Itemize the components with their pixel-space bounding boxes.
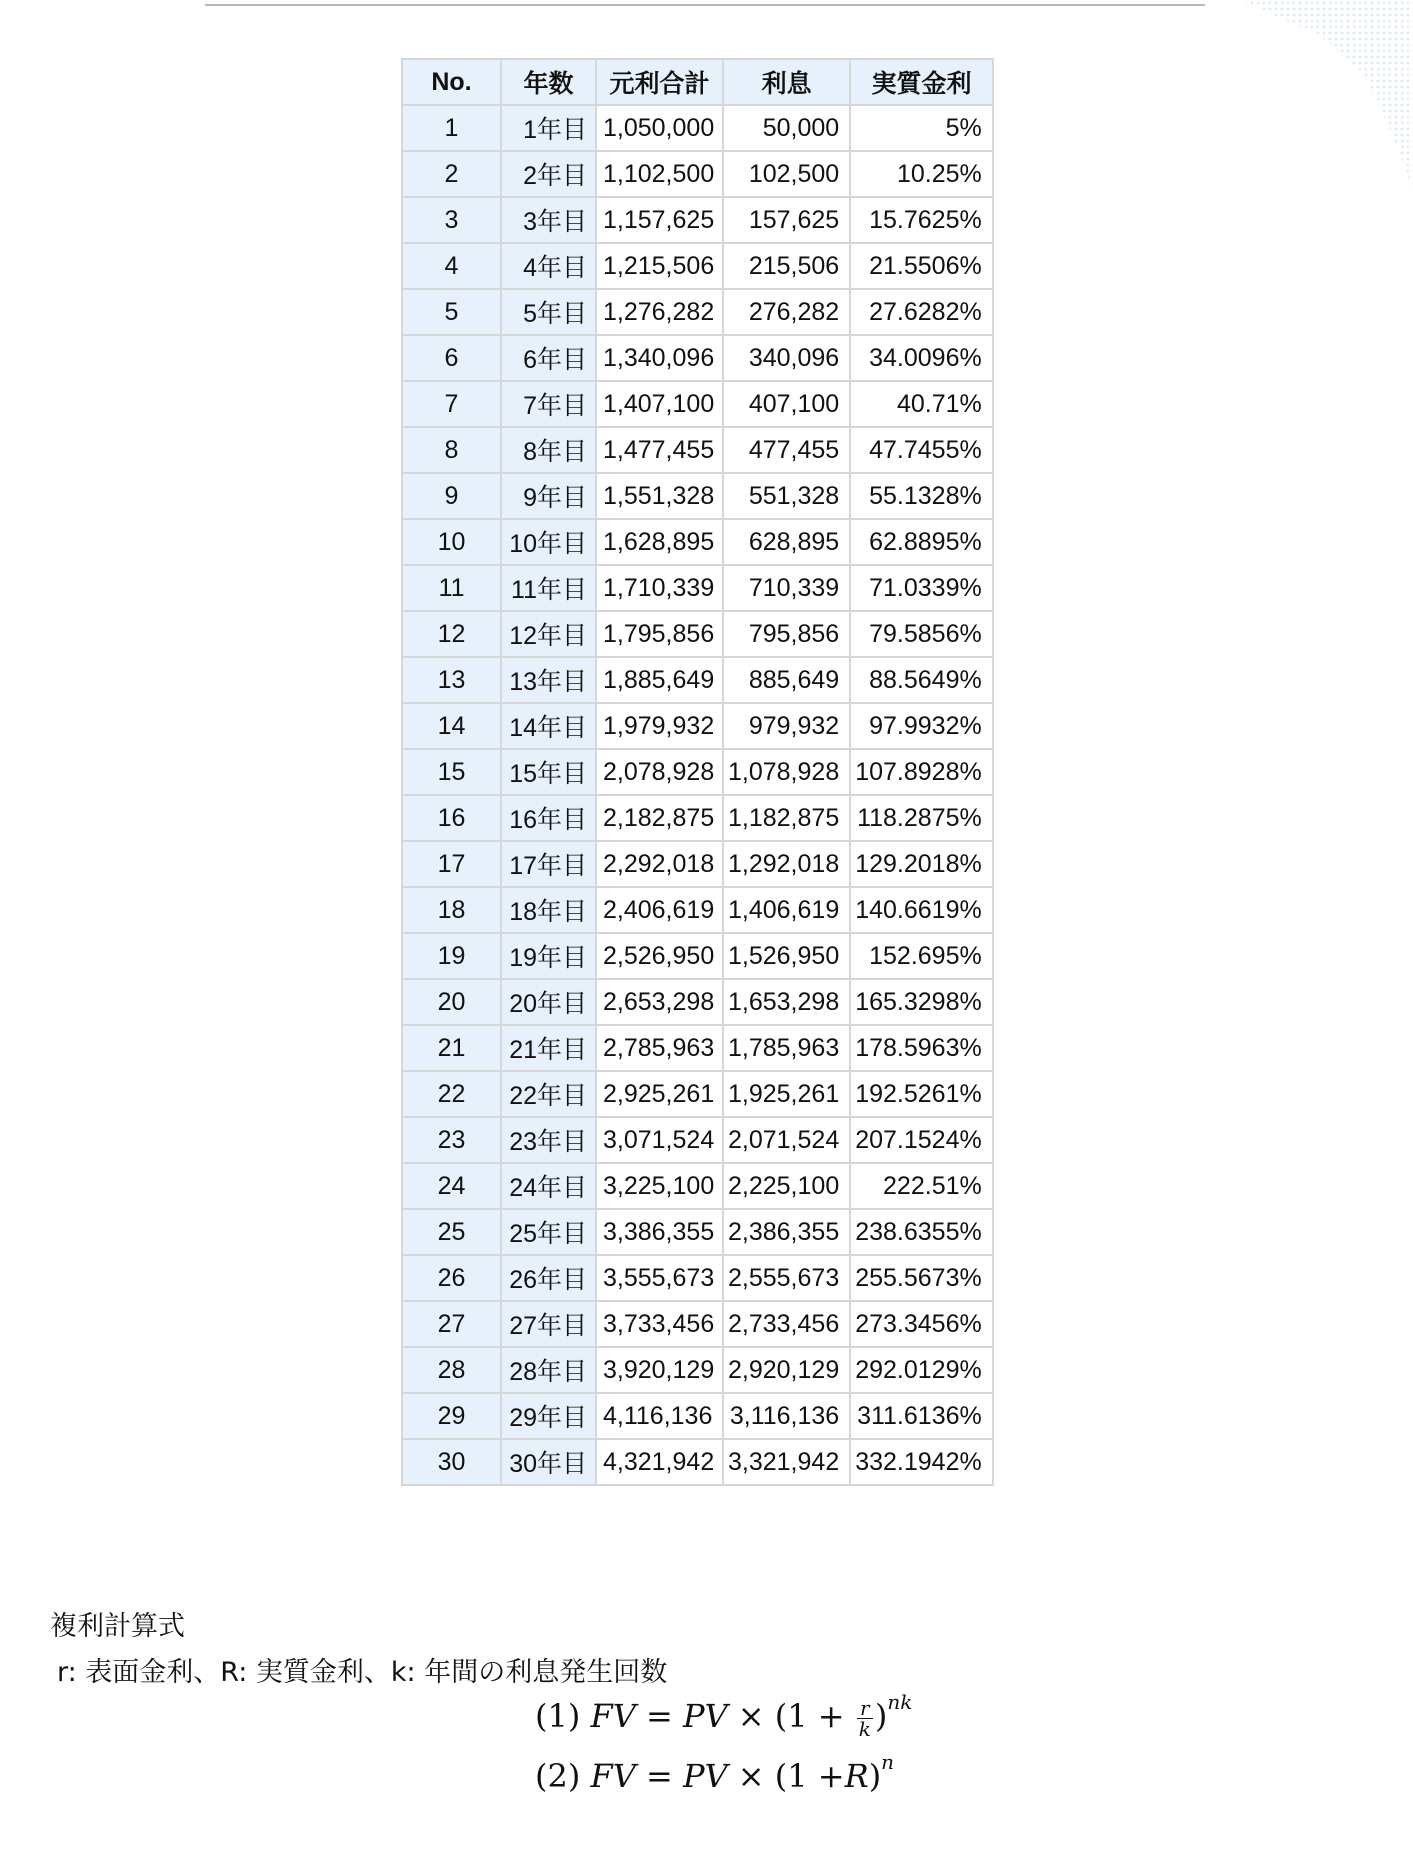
cell-no: 2 xyxy=(402,151,501,197)
cell-interest: 50,000 xyxy=(723,105,850,151)
table-row xyxy=(402,703,993,749)
cell-interest: 2,386,355 xyxy=(723,1209,850,1255)
cell-years: 1年目 xyxy=(501,105,596,151)
cell-interest: 979,932 xyxy=(723,703,850,749)
cell-no: 1 xyxy=(402,105,501,151)
cell-total: 3,733,456 xyxy=(596,1301,723,1347)
cell-interest: 795,856 xyxy=(723,611,850,657)
formula-1 xyxy=(535,1690,912,1739)
formula-2-times: × xyxy=(737,1757,765,1795)
formula-1-equals: = xyxy=(645,1697,673,1735)
cell-no: 3 xyxy=(402,197,501,243)
cell-years: 15年目 xyxy=(501,749,596,795)
header-effective-rate: 実質金利 xyxy=(850,59,993,105)
cell-total: 2,526,950 xyxy=(596,933,723,979)
cell-no: 24 xyxy=(402,1163,501,1209)
table-row xyxy=(402,289,993,335)
formula-1-fraction xyxy=(857,1698,873,1739)
cell-no: 26 xyxy=(402,1255,501,1301)
cell-no: 23 xyxy=(402,1117,501,1163)
cell-no: 22 xyxy=(402,1071,501,1117)
cell-no: 20 xyxy=(402,979,501,1025)
cell-total: 1,407,100 xyxy=(596,381,723,427)
cell-no: 27 xyxy=(402,1301,501,1347)
formula-1-label: (1) xyxy=(535,1697,581,1735)
cell-effective-rate: 97.9932% xyxy=(850,703,993,749)
cell-total: 2,653,298 xyxy=(596,979,723,1025)
formula-1-pv: PV xyxy=(682,1697,728,1735)
formula-legend: r: 表面金利、R: 実質金利、k: 年間の利息発生回数 xyxy=(57,1657,668,1688)
table-row xyxy=(402,841,993,887)
cell-total: 1,710,339 xyxy=(596,565,723,611)
cell-years: 30年目 xyxy=(501,1439,596,1485)
cell-interest: 3,116,136 xyxy=(723,1393,850,1439)
cell-no: 12 xyxy=(402,611,501,657)
cell-years: 29年目 xyxy=(501,1393,596,1439)
cell-effective-rate: 27.6282% xyxy=(850,289,993,335)
cell-effective-rate: 129.2018% xyxy=(850,841,993,887)
table-row xyxy=(402,979,993,1025)
top-divider xyxy=(205,4,1205,6)
cell-total: 2,406,619 xyxy=(596,887,723,933)
cell-no: 10 xyxy=(402,519,501,565)
cell-years: 8年目 xyxy=(501,427,596,473)
cell-interest: 2,920,129 xyxy=(723,1347,850,1393)
cell-total: 3,071,524 xyxy=(596,1117,723,1163)
table-row xyxy=(402,381,993,427)
decorative-dot-pattern xyxy=(1183,0,1413,200)
cell-total: 1,885,649 xyxy=(596,657,723,703)
cell-effective-rate: 140.6619% xyxy=(850,887,993,933)
header-years: 年数 xyxy=(501,59,596,105)
compound-interest-table xyxy=(401,58,994,1486)
cell-no: 30 xyxy=(402,1439,501,1485)
cell-effective-rate: 47.7455% xyxy=(850,427,993,473)
cell-effective-rate: 207.1524% xyxy=(850,1117,993,1163)
table-row xyxy=(402,611,993,657)
table-row xyxy=(402,565,993,611)
cell-no: 6 xyxy=(402,335,501,381)
cell-interest: 477,455 xyxy=(723,427,850,473)
cell-effective-rate: 222.51% xyxy=(850,1163,993,1209)
header-interest: 利息 xyxy=(723,59,850,105)
formula-1-times: × xyxy=(737,1697,765,1735)
formula-2-exponent: n xyxy=(881,1750,895,1774)
cell-years: 3年目 xyxy=(501,197,596,243)
formula-2-pv: PV xyxy=(682,1757,728,1795)
cell-interest: 885,649 xyxy=(723,657,850,703)
cell-years: 2年目 xyxy=(501,151,596,197)
table-row xyxy=(402,1301,993,1347)
table-row xyxy=(402,1439,993,1485)
cell-years: 9年目 xyxy=(501,473,596,519)
cell-no: 21 xyxy=(402,1025,501,1071)
formula-2 xyxy=(535,1750,894,1795)
cell-no: 29 xyxy=(402,1393,501,1439)
cell-years: 21年目 xyxy=(501,1025,596,1071)
table-row xyxy=(402,197,993,243)
cell-years: 12年目 xyxy=(501,611,596,657)
cell-effective-rate: 238.6355% xyxy=(850,1209,993,1255)
cell-effective-rate: 79.5856% xyxy=(850,611,993,657)
compound-interest-table-container xyxy=(401,58,994,1486)
table-row xyxy=(402,1347,993,1393)
cell-interest: 2,225,100 xyxy=(723,1163,850,1209)
cell-interest: 2,071,524 xyxy=(723,1117,850,1163)
cell-interest: 3,321,942 xyxy=(723,1439,850,1485)
cell-total: 1,477,455 xyxy=(596,427,723,473)
cell-years: 11年目 xyxy=(501,565,596,611)
cell-effective-rate: 5% xyxy=(850,105,993,151)
cell-total: 1,276,282 xyxy=(596,289,723,335)
cell-effective-rate: 178.5963% xyxy=(850,1025,993,1071)
cell-years: 7年目 xyxy=(501,381,596,427)
cell-total: 3,225,100 xyxy=(596,1163,723,1209)
table-row xyxy=(402,1025,993,1071)
cell-interest: 1,078,928 xyxy=(723,749,850,795)
table-row xyxy=(402,887,993,933)
cell-interest: 276,282 xyxy=(723,289,850,335)
cell-effective-rate: 88.5649% xyxy=(850,657,993,703)
formula-2-equals: = xyxy=(645,1757,673,1795)
formula-1-fv: FV xyxy=(590,1697,636,1735)
cell-no: 9 xyxy=(402,473,501,519)
cell-effective-rate: 292.0129% xyxy=(850,1347,993,1393)
cell-no: 16 xyxy=(402,795,501,841)
cell-no: 7 xyxy=(402,381,501,427)
cell-effective-rate: 40.71% xyxy=(850,381,993,427)
cell-years: 6年目 xyxy=(501,335,596,381)
formula-2-rate: R xyxy=(844,1757,869,1795)
cell-years: 23年目 xyxy=(501,1117,596,1163)
cell-no: 28 xyxy=(402,1347,501,1393)
formula-title: 複利計算式 xyxy=(50,1611,185,1642)
cell-no: 14 xyxy=(402,703,501,749)
cell-interest: 407,100 xyxy=(723,381,850,427)
table-row xyxy=(402,335,993,381)
cell-total: 1,340,096 xyxy=(596,335,723,381)
cell-interest: 157,625 xyxy=(723,197,850,243)
formula-1-open: (1 + xyxy=(774,1697,845,1735)
cell-interest: 1,925,261 xyxy=(723,1071,850,1117)
cell-total: 4,321,942 xyxy=(596,1439,723,1485)
cell-interest: 1,406,619 xyxy=(723,887,850,933)
cell-effective-rate: 10.25% xyxy=(850,151,993,197)
cell-years: 16年目 xyxy=(501,795,596,841)
table-row xyxy=(402,427,993,473)
cell-effective-rate: 71.0339% xyxy=(850,565,993,611)
cell-years: 28年目 xyxy=(501,1347,596,1393)
formula-2-fv: FV xyxy=(590,1757,636,1795)
cell-total: 3,386,355 xyxy=(596,1209,723,1255)
cell-total: 1,979,932 xyxy=(596,703,723,749)
cell-total: 2,292,018 xyxy=(596,841,723,887)
cell-interest: 710,339 xyxy=(723,565,850,611)
cell-total: 2,925,261 xyxy=(596,1071,723,1117)
table-row xyxy=(402,519,993,565)
cell-years: 17年目 xyxy=(501,841,596,887)
cell-no: 19 xyxy=(402,933,501,979)
cell-years: 19年目 xyxy=(501,933,596,979)
cell-interest: 102,500 xyxy=(723,151,850,197)
cell-effective-rate: 192.5261% xyxy=(850,1071,993,1117)
cell-total: 3,920,129 xyxy=(596,1347,723,1393)
cell-interest: 340,096 xyxy=(723,335,850,381)
cell-no: 5 xyxy=(402,289,501,335)
cell-total: 1,050,000 xyxy=(596,105,723,151)
cell-years: 24年目 xyxy=(501,1163,596,1209)
cell-no: 13 xyxy=(402,657,501,703)
formula-1-close: ) xyxy=(874,1697,888,1735)
table-row xyxy=(402,1209,993,1255)
cell-interest: 1,292,018 xyxy=(723,841,850,887)
cell-interest: 551,328 xyxy=(723,473,850,519)
cell-interest: 628,895 xyxy=(723,519,850,565)
cell-years: 5年目 xyxy=(501,289,596,335)
cell-no: 17 xyxy=(402,841,501,887)
formula-2-close: ) xyxy=(868,1757,882,1795)
cell-years: 18年目 xyxy=(501,887,596,933)
table-body xyxy=(402,105,993,1485)
cell-effective-rate: 273.3456% xyxy=(850,1301,993,1347)
cell-effective-rate: 55.1328% xyxy=(850,473,993,519)
cell-no: 15 xyxy=(402,749,501,795)
cell-years: 10年目 xyxy=(501,519,596,565)
cell-years: 13年目 xyxy=(501,657,596,703)
cell-interest: 2,733,456 xyxy=(723,1301,850,1347)
cell-years: 27年目 xyxy=(501,1301,596,1347)
cell-effective-rate: 311.6136% xyxy=(850,1393,993,1439)
table-row xyxy=(402,749,993,795)
table-row xyxy=(402,105,993,151)
formula-2-label: (2) xyxy=(535,1757,581,1795)
cell-total: 1,157,625 xyxy=(596,197,723,243)
cell-no: 25 xyxy=(402,1209,501,1255)
cell-effective-rate: 15.7625% xyxy=(850,197,993,243)
formula-2-open: (1 + xyxy=(774,1757,845,1795)
table-row xyxy=(402,473,993,519)
cell-interest: 1,653,298 xyxy=(723,979,850,1025)
cell-effective-rate: 255.5673% xyxy=(850,1255,993,1301)
cell-no: 4 xyxy=(402,243,501,289)
cell-interest: 1,182,875 xyxy=(723,795,850,841)
cell-interest: 215,506 xyxy=(723,243,850,289)
cell-total: 1,628,895 xyxy=(596,519,723,565)
cell-effective-rate: 165.3298% xyxy=(850,979,993,1025)
cell-years: 22年目 xyxy=(501,1071,596,1117)
table-row xyxy=(402,795,993,841)
cell-no: 8 xyxy=(402,427,501,473)
header-no: No. xyxy=(402,59,501,105)
table-row xyxy=(402,1393,993,1439)
cell-years: 4年目 xyxy=(501,243,596,289)
cell-total: 4,116,136 xyxy=(596,1393,723,1439)
cell-years: 26年目 xyxy=(501,1255,596,1301)
cell-years: 14年目 xyxy=(501,703,596,749)
table-row xyxy=(402,657,993,703)
cell-effective-rate: 34.0096% xyxy=(850,335,993,381)
cell-total: 2,078,928 xyxy=(596,749,723,795)
cell-no: 11 xyxy=(402,565,501,611)
formula-1-denominator: k xyxy=(858,1717,871,1741)
formula-1-numerator: r xyxy=(857,1698,873,1719)
cell-years: 20年目 xyxy=(501,979,596,1025)
header-total: 元利合計 xyxy=(596,59,723,105)
cell-total: 2,785,963 xyxy=(596,1025,723,1071)
cell-interest: 1,526,950 xyxy=(723,933,850,979)
cell-total: 1,102,500 xyxy=(596,151,723,197)
cell-effective-rate: 21.5506% xyxy=(850,243,993,289)
table-row xyxy=(402,151,993,197)
cell-effective-rate: 332.1942% xyxy=(850,1439,993,1485)
table-row xyxy=(402,933,993,979)
cell-interest: 1,785,963 xyxy=(723,1025,850,1071)
formula-1-exponent: nk xyxy=(887,1690,913,1714)
table-row xyxy=(402,1071,993,1117)
cell-no: 18 xyxy=(402,887,501,933)
cell-effective-rate: 62.8895% xyxy=(850,519,993,565)
table-header-row xyxy=(402,59,993,105)
cell-total: 2,182,875 xyxy=(596,795,723,841)
table-row xyxy=(402,1255,993,1301)
cell-total: 1,795,856 xyxy=(596,611,723,657)
cell-total: 1,215,506 xyxy=(596,243,723,289)
cell-total: 1,551,328 xyxy=(596,473,723,519)
cell-effective-rate: 107.8928% xyxy=(850,749,993,795)
cell-years: 25年目 xyxy=(501,1209,596,1255)
cell-interest: 2,555,673 xyxy=(723,1255,850,1301)
cell-effective-rate: 118.2875% xyxy=(850,795,993,841)
table-row xyxy=(402,1117,993,1163)
table-row xyxy=(402,1163,993,1209)
cell-total: 3,555,673 xyxy=(596,1255,723,1301)
cell-effective-rate: 152.695% xyxy=(850,933,993,979)
table-row xyxy=(402,243,993,289)
